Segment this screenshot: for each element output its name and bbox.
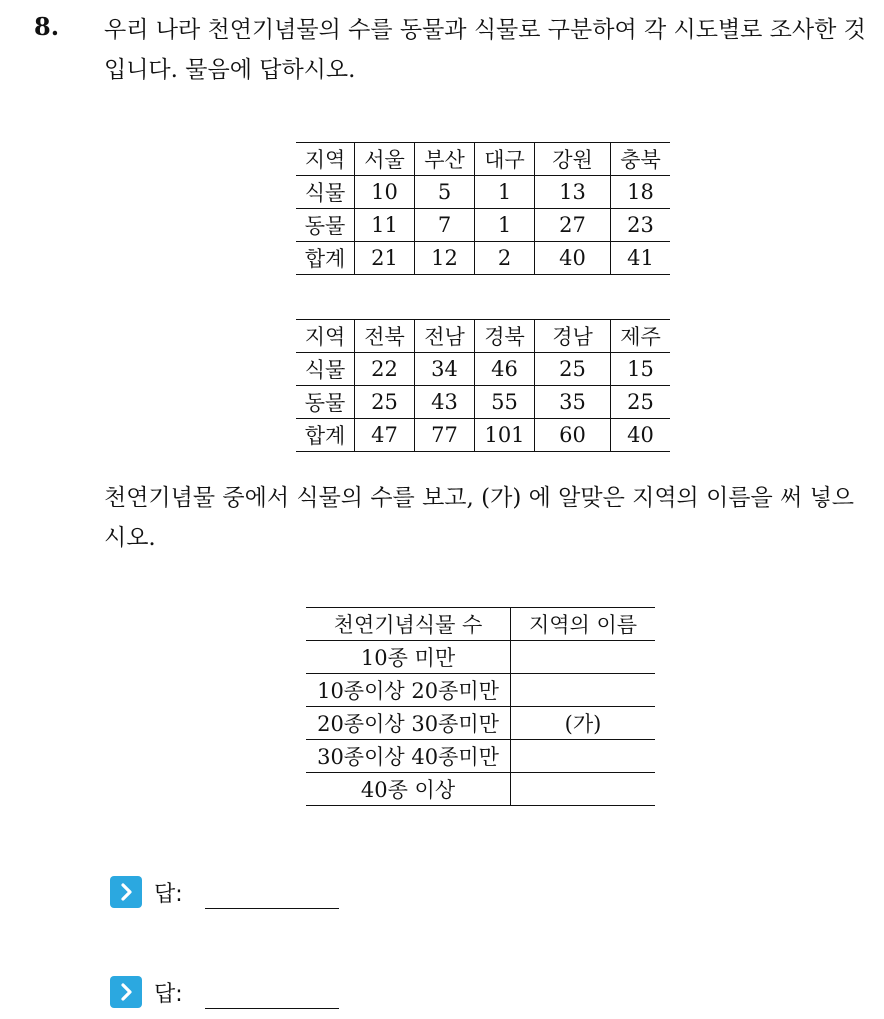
table-row bbox=[296, 242, 670, 275]
table-cell: 부산 bbox=[415, 143, 475, 176]
table-cell: 제주 bbox=[611, 320, 671, 353]
table-cell: 25 bbox=[355, 386, 415, 419]
table-cell: 경북 bbox=[475, 320, 535, 353]
table-cell: 1 bbox=[475, 209, 535, 242]
table-cell: 35 bbox=[535, 386, 611, 419]
table-row bbox=[296, 143, 670, 176]
table-cell: 25 bbox=[611, 386, 671, 419]
table-cell: 동물 bbox=[296, 209, 355, 242]
chevron-right-icon bbox=[110, 976, 142, 1008]
header-cell: 천연기념식물 수 bbox=[306, 608, 511, 641]
range-cell: 20종이상 30종미만 bbox=[306, 707, 511, 740]
table-header-row bbox=[306, 608, 655, 641]
table-cell: 전남 bbox=[415, 320, 475, 353]
table-cell: 서울 bbox=[355, 143, 415, 176]
table-cell: 77 bbox=[415, 419, 475, 452]
range-cell: 10종 미만 bbox=[306, 641, 511, 674]
table-cell: 40 bbox=[535, 242, 611, 275]
natural-monument-table-2 bbox=[296, 319, 670, 452]
table-cell: 동물 bbox=[296, 386, 355, 419]
table-row bbox=[306, 707, 655, 740]
table-cell: 11 bbox=[355, 209, 415, 242]
region-cell[interactable] bbox=[511, 641, 656, 674]
table-cell: 27 bbox=[535, 209, 611, 242]
table-cell: 13 bbox=[535, 176, 611, 209]
table-cell: 34 bbox=[415, 353, 475, 386]
table-cell: 41 bbox=[611, 242, 671, 275]
table-cell: 합계 bbox=[296, 419, 355, 452]
table-cell: 47 bbox=[355, 419, 415, 452]
table-row bbox=[306, 740, 655, 773]
table-cell: 충북 bbox=[611, 143, 671, 176]
table-row bbox=[306, 674, 655, 707]
table-cell: 전북 bbox=[355, 320, 415, 353]
table-cell: 1 bbox=[475, 176, 535, 209]
header-cell: 지역의 이름 bbox=[511, 608, 656, 641]
table-cell: 7 bbox=[415, 209, 475, 242]
table-row bbox=[306, 641, 655, 674]
table-cell: 46 bbox=[475, 353, 535, 386]
classification-table bbox=[306, 607, 655, 806]
table-row bbox=[296, 419, 670, 452]
table-row bbox=[296, 386, 670, 419]
region-cell[interactable] bbox=[511, 740, 656, 773]
natural-monument-table-1 bbox=[296, 142, 670, 275]
table-cell: 21 bbox=[355, 242, 415, 275]
table-cell: 지역 bbox=[296, 143, 355, 176]
answer-blank[interactable] bbox=[205, 907, 339, 909]
table-cell: 23 bbox=[611, 209, 671, 242]
answer-label: 답: bbox=[154, 981, 183, 1007]
table-cell: 60 bbox=[535, 419, 611, 452]
table-cell: 43 bbox=[415, 386, 475, 419]
table-row bbox=[296, 353, 670, 386]
table-cell: 55 bbox=[475, 386, 535, 419]
table-cell: 식물 bbox=[296, 353, 355, 386]
table-cell: 합계 bbox=[296, 242, 355, 275]
table-cell: 지역 bbox=[296, 320, 355, 353]
question-number: 8. bbox=[34, 12, 60, 41]
table-row bbox=[296, 320, 670, 353]
table-row bbox=[296, 209, 670, 242]
region-cell-ga[interactable]: (가) bbox=[511, 707, 656, 740]
table-cell: 식물 bbox=[296, 176, 355, 209]
region-cell[interactable] bbox=[511, 674, 656, 707]
answer-label: 답: bbox=[154, 881, 183, 907]
table-cell: 101 bbox=[475, 419, 535, 452]
region-cell[interactable] bbox=[511, 773, 656, 806]
table-cell: 22 bbox=[355, 353, 415, 386]
table-cell: 강원 bbox=[535, 143, 611, 176]
chevron-right-icon bbox=[110, 876, 142, 908]
subquestion-text: 천연기념물 중에서 식물의 수를 보고, (가) 에 알맞은 지역의 이름을 써 넣으시오. bbox=[104, 485, 855, 551]
table-cell: 25 bbox=[535, 353, 611, 386]
answer-row-1 bbox=[110, 872, 339, 912]
table-cell: 5 bbox=[415, 176, 475, 209]
range-cell: 40종 이상 bbox=[306, 773, 511, 806]
table-cell: 2 bbox=[475, 242, 535, 275]
answer-blank[interactable] bbox=[205, 1007, 339, 1009]
table-cell: 18 bbox=[611, 176, 671, 209]
answer-row-2 bbox=[110, 972, 339, 1012]
question-text: 우리 나라 천연기념물의 수를 동물과 식물로 구분하여 각 시도별로 조사한 것입니다. 물음에 답하시오. bbox=[104, 17, 866, 83]
table-cell: 대구 bbox=[475, 143, 535, 176]
table-cell: 12 bbox=[415, 242, 475, 275]
range-cell: 10종이상 20종미만 bbox=[306, 674, 511, 707]
table-cell: 10 bbox=[355, 176, 415, 209]
table-cell: 40 bbox=[611, 419, 671, 452]
table-row bbox=[306, 773, 655, 806]
table-cell: 경남 bbox=[535, 320, 611, 353]
table-cell: 15 bbox=[611, 353, 671, 386]
range-cell: 30종이상 40종미만 bbox=[306, 740, 511, 773]
table-row bbox=[296, 176, 670, 209]
